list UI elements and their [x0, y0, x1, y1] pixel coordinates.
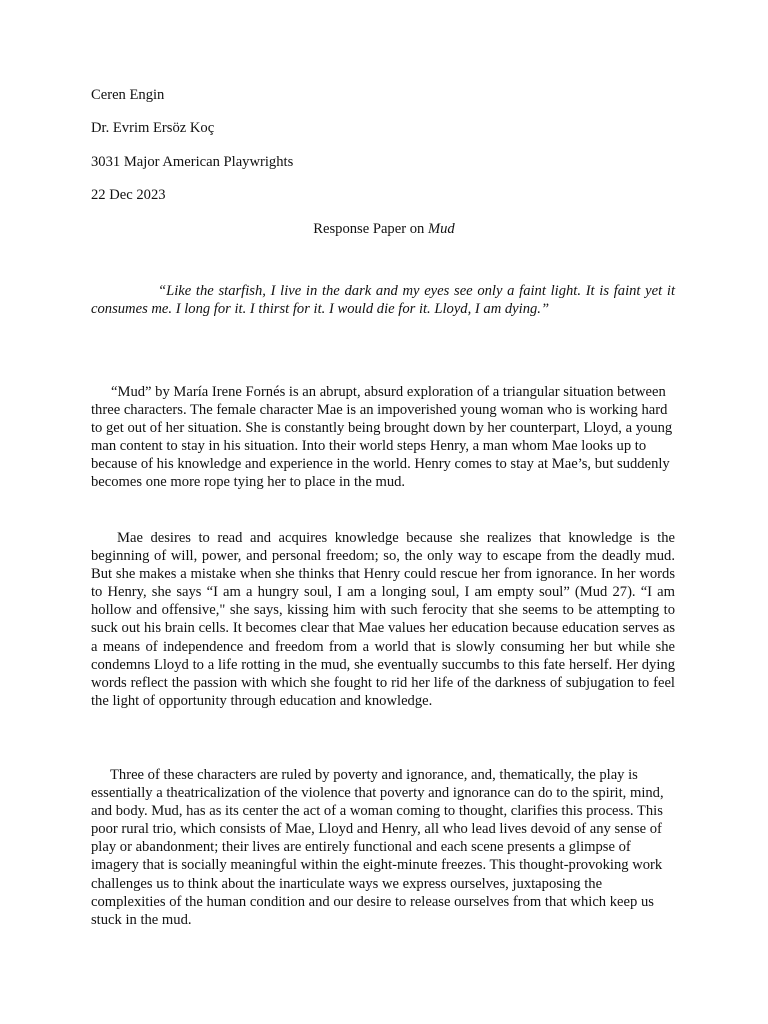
epigraph-quote: “Like the starfish, I live in the dark and my eyes see only a faint light. It is faint yet it consumes me. I long for it. I thirst for it. I would die for it. Lloyd, I am dying.”: [91, 283, 675, 317]
title-prefix: Response Paper on: [313, 221, 428, 237]
paragraph-3: Three of these characters are ruled by poverty and ignorance, and, thematically, the play is essentially a theatricalization of the violence that poverty and ignorance can do to the spirit, mind, and body. Mud, has as its center the act of a woman coming to thought, clarifies this process. This poor rural trio, which consists of Mae, Lloyd and Henry, all who lead lives devoid of any sense of play or abandonment; their lives are entirely functional and each scene presents a glimpse of imagery that is socially meaningful within the eight-minute freezes. This thought-provoking work challenges us to think about the inarticulate ways we express ourselves, juxtaposing the complexities of the human condition and our desire to release ourselves from that which keep us stuck in the mud.: [91, 767, 664, 928]
author-name: Ceren Engin: [91, 87, 165, 103]
title-work: Mud: [427, 221, 455, 237]
instructor-name: Dr. Evrim Ersöz Koç: [91, 120, 215, 136]
paragraph-2: Mae desires to read and acquires knowledge because she realizes that knowledge is the beginning of will, power, and personal freedom; so, the only way to escape from the deadly mud. But she makes a mistake when she thinks that Henry could rescue her from ignorance. In her words to Henry, she says “I am a hungry soul, I am a longing soul, I am empty soul” (Mud 27). “I am hollow and offensive," she says, kissing him with such ferocity that she seems to be attempting to suck out his brain cells. It becomes clear that Mae values her education because education serves as a means of independence and freedom from a world that is slowly consuming her but while she condemns Lloyd to a life rotting in the mud, she eventually succumbs to this fate herself. Her dying words reflect the passion with which she fought to rid her life of the darkness of subjugation to feel the light of opportunity through education and knowledge.: [91, 530, 675, 709]
course-name: 3031 Major American Playwrights: [91, 154, 294, 170]
paper-title: [0, 220, 768, 238]
paper-date: 22 Dec 2023: [91, 187, 166, 203]
paragraph-1: “Mud” by María Irene Fornés is an abrupt, absurd exploration of a triangular situation between three characters. The female character Mae is an impoverished young woman who is working hard to get out of her situation. She is constantly being brought down by her counterpart, Lloyd, a young man content to stay in his situation. Into their world steps Henry, a man whom Mae looks up to because of his knowledge and experience in the world. Henry comes to stay at Mae’s, but suddenly becomes one more rope tying her to place in the mud.: [91, 384, 673, 491]
